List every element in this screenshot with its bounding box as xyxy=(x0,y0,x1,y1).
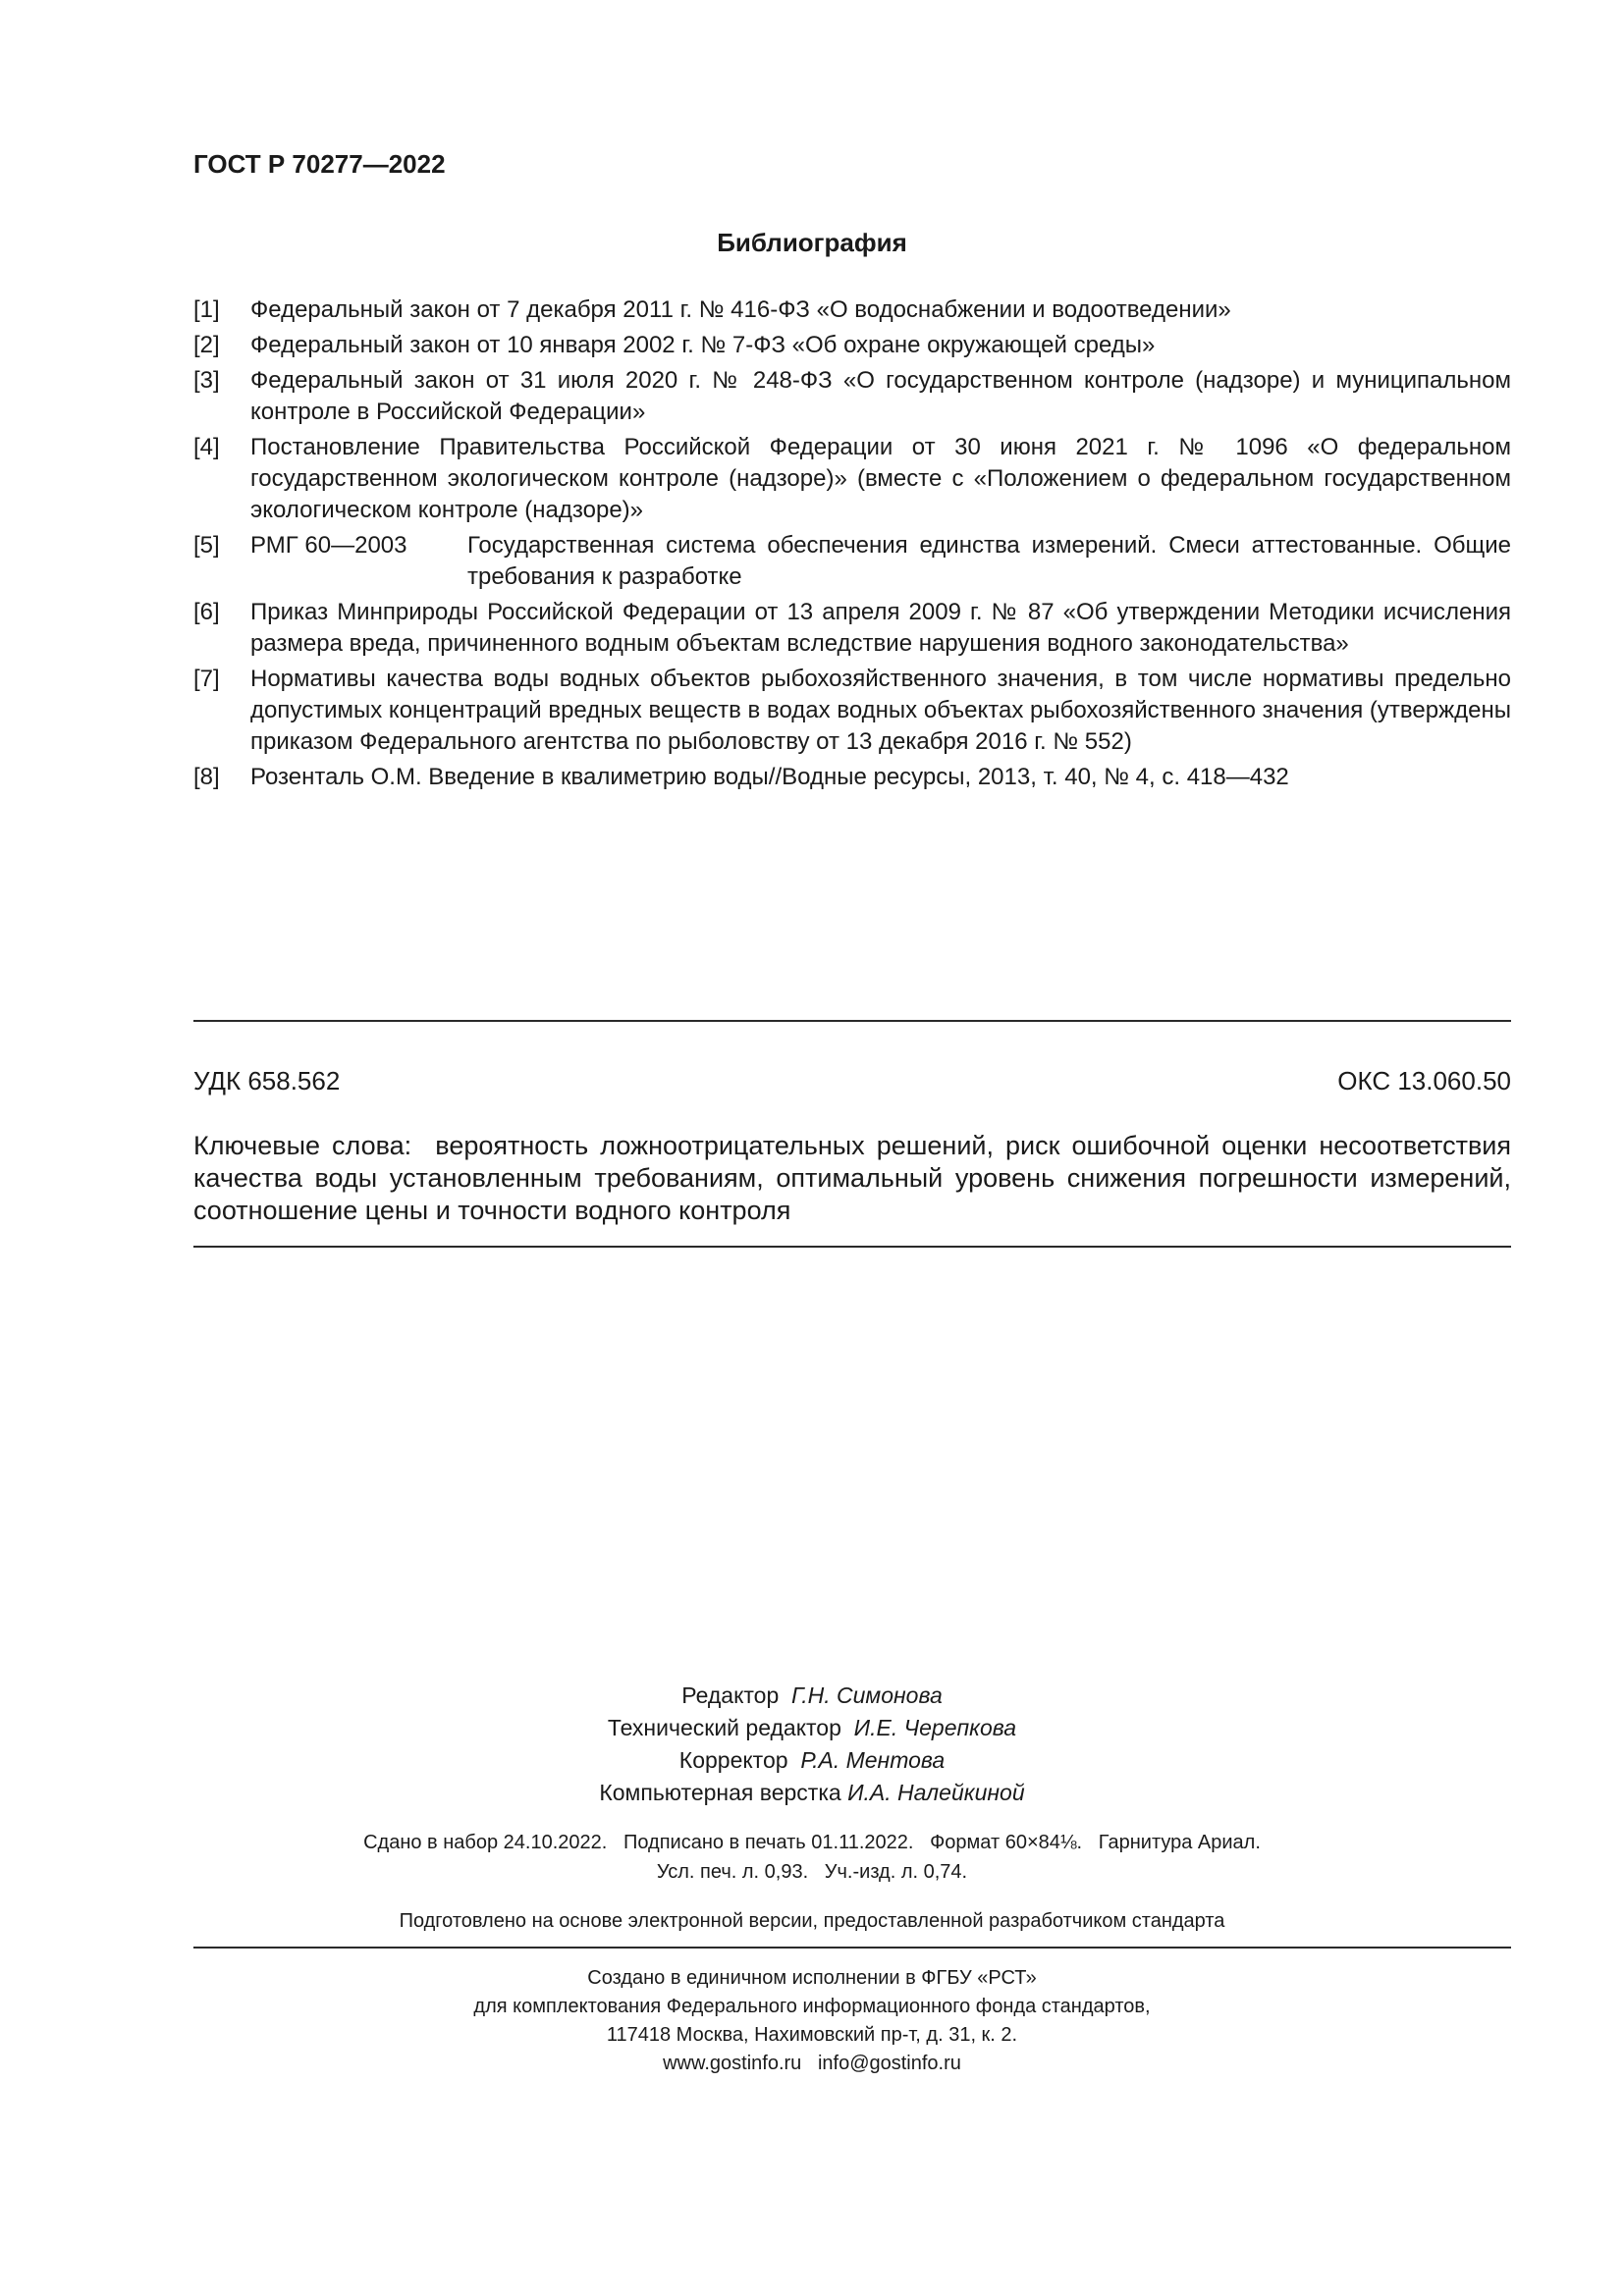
keywords-block xyxy=(193,1130,1511,1227)
bibliography-item-text: Федеральный закон от 7 декабря 2011 г. № 416-ФЗ «О водоснабжении и водоотведении» xyxy=(250,296,1231,323)
bibliography-item xyxy=(193,597,1511,660)
bibliography-item-text: Приказ Минприроды Российской Федерации от 13 апреля 2009 г. № 87 «Об утверждении Методики исчисления размера вреда, причиненного водным объектам вследствие нарушения водного законодательства» xyxy=(250,599,1511,657)
print-info-line: Усл. печ. л. 0,93. Уч.-изд. л. 0,74. xyxy=(656,1861,968,1883)
credit-corrector xyxy=(0,1744,1624,1777)
bibliography-item xyxy=(193,432,1511,526)
divider-top xyxy=(193,1020,1511,1022)
bibliography-item-number: [7] xyxy=(193,666,220,692)
bibliography-item xyxy=(193,762,1511,793)
credit-corrector-label: Корректор xyxy=(678,1747,788,1773)
publisher-contacts xyxy=(0,2050,1624,2078)
bibliography-item-number: [5] xyxy=(193,532,220,559)
credit-layout-label: Компьютерная верстка xyxy=(599,1780,841,1805)
keywords-text: вероятность ложноотрицательных решений, риск ошибочной оценки несоответствия качества воды установленным требованиям, оптимальный уровень снижения погрешности измерений, соотношение цены и точности водного контроля xyxy=(193,1131,1511,1225)
bibliography-item-number: [2] xyxy=(193,332,220,358)
udk-code: УДК 658.562 xyxy=(193,1066,341,1095)
credit-editor xyxy=(0,1680,1624,1712)
keywords-label: Ключевые слова: xyxy=(193,1131,412,1160)
bibliography-item-text: Розенталь О.М. Введение в квалиметрию воды//Водные ресурсы, 2013, т. 40, № 4, с. 418—432 xyxy=(250,764,1289,790)
print-info xyxy=(0,1828,1624,1887)
bibliography-list xyxy=(193,294,1511,797)
bibliography-item xyxy=(193,664,1511,758)
bibliography-item-number: [6] xyxy=(193,599,220,625)
credit-tech-editor-label: Технический редактор xyxy=(607,1715,841,1740)
document-code: ГОСТ Р 70277—2022 xyxy=(193,149,446,179)
bibliography-item xyxy=(193,294,1511,326)
credit-editor-label: Редактор xyxy=(681,1682,780,1708)
bibliography-item-text: Федеральный закон от 31 июля 2020 г. № 248-ФЗ «О государственном контроле (надзоре) и муниципальном контроле в Российской Федерации» xyxy=(250,367,1511,425)
print-info-line: Сдано в набор 24.10.2022. Подписано в печать 01.11.2022. Формат 60×84⅛. Гарнитура Ариал. xyxy=(363,1832,1261,1853)
divider-keywords xyxy=(193,1246,1511,1248)
bibliography-item-text: Государственная система обеспечения единства измерений. Смеси аттестованные. Общие требования к разработке xyxy=(467,532,1511,590)
bibliography-item-number: [3] xyxy=(193,367,220,394)
publisher-line: 117418 Москва, Нахимовский пр-т, д. 31, к. 2. xyxy=(606,2024,1018,2046)
bibliography-title: Библиография xyxy=(717,228,907,257)
bibliography-item-text: Постановление Правительства Российской Федерации от 30 июня 2021 г. № 1096 «О федеральном государственном экологическом контроле (надзоре)» (вместе с «Положением о федеральном государственном экологическом контроле (надзоре)» xyxy=(250,434,1511,523)
bibliography-item-text: Нормативы качества воды водных объектов рыбохозяйственного значения, в том числе нормативы предельно допустимых концентраций вредных веществ в водах водных объектах рыбохозяйственного значения (утверждены приказом Федерального агентства по рыболовству от 13 декабря 2016 г. № 552) xyxy=(250,666,1511,755)
prepared-note: Подготовлено на основе электронной версии, предоставленной разработчиком стандарта xyxy=(399,1910,1225,1932)
credits-block xyxy=(0,1680,1624,1809)
credit-layout xyxy=(0,1777,1624,1809)
bibliography-item-number: [8] xyxy=(193,764,220,790)
publisher-website: www.gostinfo.ru xyxy=(663,2053,802,2074)
oks-code: ОКС 13.060.50 xyxy=(1337,1066,1511,1095)
credit-tech-editor xyxy=(0,1712,1624,1744)
credit-editor-name: Г.Н. Симонова xyxy=(791,1682,943,1708)
publisher-line: для комплектования Федерального информационного фонда стандартов, xyxy=(473,1996,1151,2017)
bibliography-item xyxy=(193,530,1511,593)
credit-corrector-name: Р.А. Ментова xyxy=(800,1747,946,1773)
bibliography-item-text: Федеральный закон от 10 января 2002 г. № 7-ФЗ «Об охране окружающей среды» xyxy=(250,332,1156,358)
bibliography-item-code: РМГ 60—2003 xyxy=(250,532,407,559)
bibliography-item xyxy=(193,330,1511,361)
publisher-block xyxy=(0,1964,1624,2078)
credit-layout-name: И.А. Налейкиной xyxy=(847,1780,1025,1805)
publisher-email: info@gostinfo.ru xyxy=(817,2053,961,2074)
bibliography-item-number: [1] xyxy=(193,296,220,323)
credit-tech-editor-name: И.Е. Черепкова xyxy=(853,1715,1017,1740)
publisher-line: Создано в единичном исполнении в ФГБУ «РСТ» xyxy=(587,1967,1037,1989)
bibliography-item xyxy=(193,365,1511,428)
bibliography-item-number: [4] xyxy=(193,434,220,460)
divider-bottom xyxy=(193,1947,1511,1949)
